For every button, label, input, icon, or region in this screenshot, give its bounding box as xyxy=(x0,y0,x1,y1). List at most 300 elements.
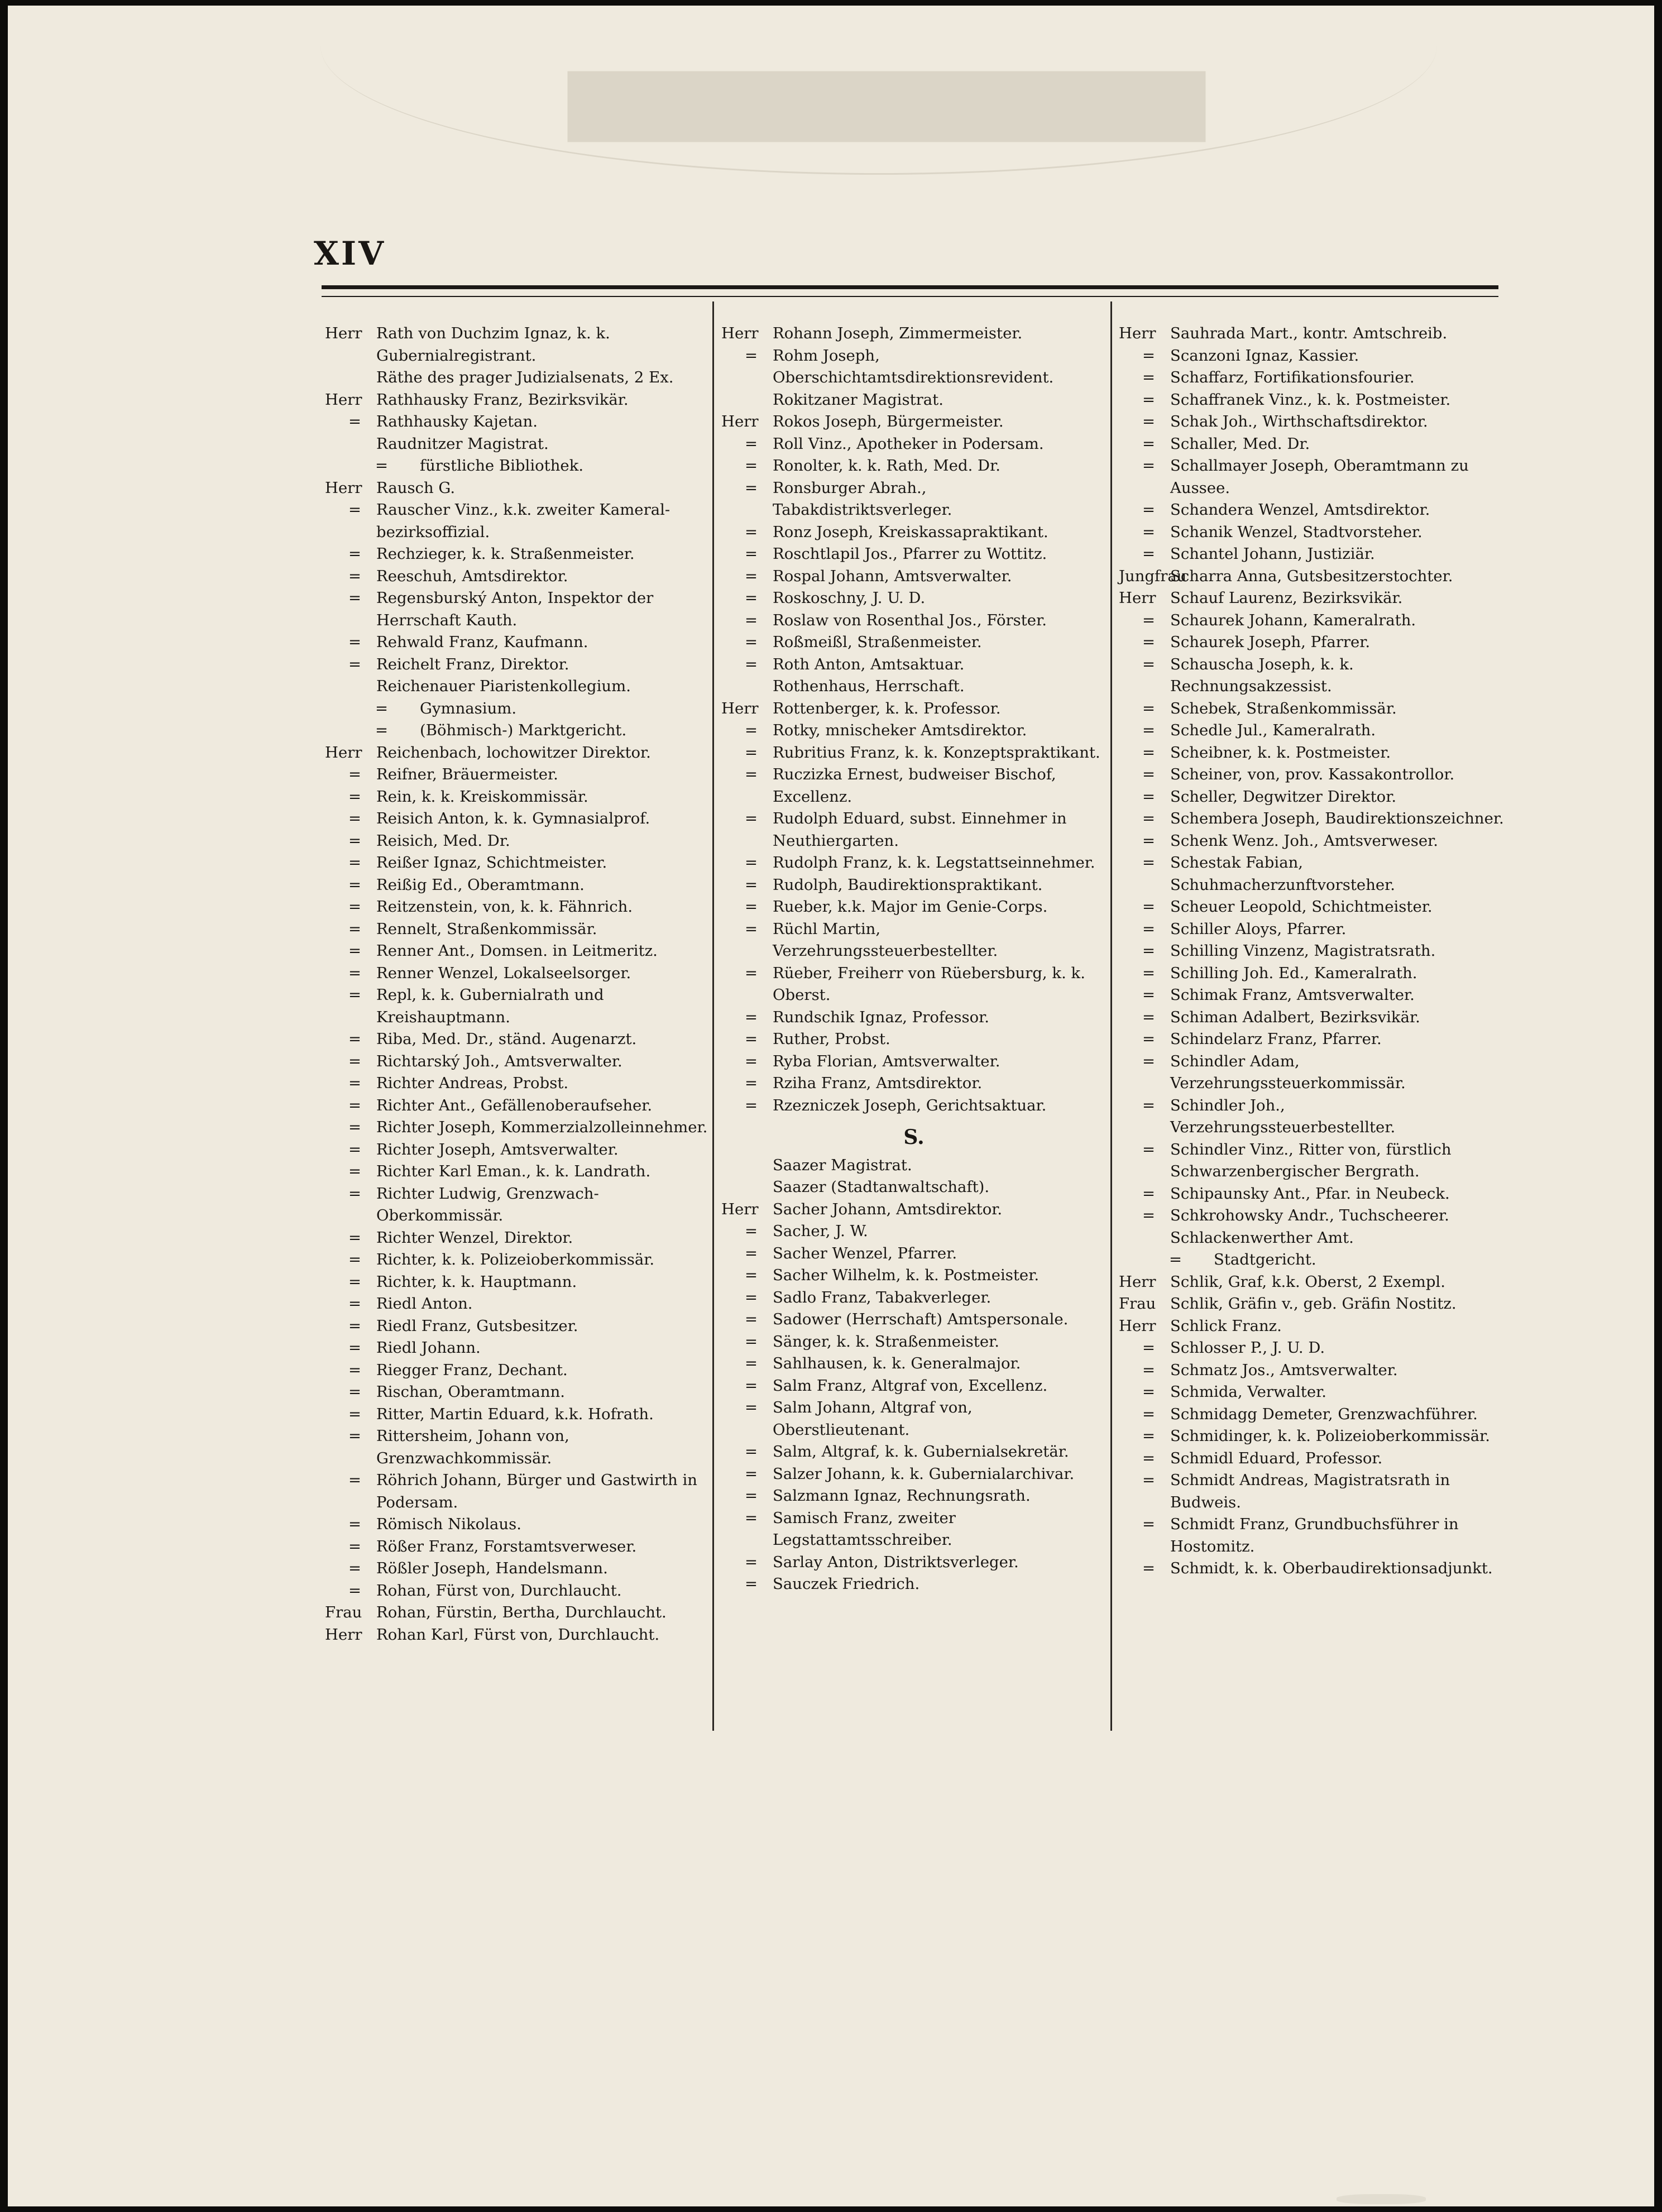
ditto-mark: = xyxy=(348,787,362,806)
entry-text: Roth Anton, Amtsaktuar. xyxy=(773,655,965,673)
entry-text: Scharra Anna, Gutsbesitzerstochter. xyxy=(1170,567,1453,585)
entry-text: Reißer Ignaz, Schichtmeister. xyxy=(376,854,607,872)
ditto-mark: = xyxy=(348,1361,362,1379)
entry-text: Ruther, Probst. xyxy=(773,1030,890,1048)
ditto-mark: = xyxy=(745,611,758,629)
list-item xyxy=(325,940,710,963)
list-item xyxy=(1119,1249,1504,1271)
list-item xyxy=(721,654,1107,676)
list-item xyxy=(1119,1183,1504,1205)
ditto-mark: = xyxy=(745,633,758,651)
list-item xyxy=(325,499,710,543)
list-item xyxy=(721,323,1107,345)
ditto-mark: = xyxy=(745,1310,758,1328)
entry-text: Schestak Fabian, Schuhmacherzunftvorsteher. xyxy=(1170,854,1396,894)
list-item xyxy=(1119,918,1504,941)
entry-text: Scheibner, k. k. Postmeister. xyxy=(1170,743,1391,762)
list-item xyxy=(325,698,710,720)
entry-text: Rathhausky Kajetan. xyxy=(376,413,538,430)
list-item xyxy=(325,1051,710,1073)
entry-text: Richter Andreas, Probst. xyxy=(376,1074,569,1092)
list-item xyxy=(721,698,1107,720)
list-item xyxy=(721,587,1107,610)
entry-text: Schenk Wenz. Joh., Amtsverweser. xyxy=(1170,831,1438,850)
entry-text: Sacher Wilhelm, k. k. Postmeister. xyxy=(773,1266,1040,1284)
ditto-mark: = xyxy=(1142,1449,1156,1467)
ditto-mark: = xyxy=(1142,1427,1156,1445)
ditto-mark: = xyxy=(745,346,758,365)
list-item xyxy=(721,1220,1107,1243)
list-item xyxy=(1119,610,1504,632)
list-item xyxy=(325,543,710,566)
ditto-mark: = xyxy=(1142,346,1156,365)
entry-text: Sadlo Franz, Tabakverleger. xyxy=(773,1288,992,1306)
list-item xyxy=(1119,499,1504,521)
ditto-mark: = xyxy=(348,1096,362,1114)
entry-text: Richter Ant., Gefällenoberaufseher. xyxy=(376,1096,653,1114)
entry-prefix: Herr xyxy=(721,324,759,342)
ditto-mark: = xyxy=(348,413,362,430)
list-item xyxy=(1119,1095,1504,1139)
list-item xyxy=(721,1573,1107,1596)
entry-text: Reisich, Med. Dr. xyxy=(376,831,510,850)
entry-text: Ritter, Martin Eduard, k.k. Hofrath. xyxy=(376,1405,654,1423)
list-item xyxy=(325,1315,710,1338)
list-item xyxy=(325,963,710,985)
entry-text: Rubritius Franz, k. k. Konzeptspraktikant. xyxy=(773,743,1100,762)
ditto-mark: = xyxy=(745,1074,758,1092)
entry-text: Rüeber, Freiherr von Rüebersburg, k. k. Oberst. xyxy=(773,964,1085,1004)
list-item xyxy=(1119,720,1504,742)
ditto-mark: = xyxy=(745,964,758,982)
ditto-mark: = xyxy=(745,1464,758,1483)
entry-text: Schallmayer Joseph, Oberamtmann zu Aussee. xyxy=(1170,457,1469,497)
entry-prefix: Herr xyxy=(325,743,362,762)
list-item xyxy=(1119,1359,1504,1382)
entry-prefix: Frau xyxy=(325,1603,362,1621)
entry-text: Richtarský Joh., Amtsverwalter. xyxy=(376,1052,622,1070)
list-item xyxy=(1119,1425,1504,1448)
ditto-mark: = xyxy=(348,1140,362,1158)
list-item xyxy=(1119,1514,1504,1558)
column-3 xyxy=(1119,323,1504,1580)
entry-text: Stadtgericht. xyxy=(1214,1251,1316,1268)
list-item xyxy=(721,1463,1107,1486)
ditto-mark: = xyxy=(745,1575,758,1593)
list-item xyxy=(1119,1227,1504,1249)
entry-text: Scanzoni Ignaz, Kassier. xyxy=(1170,346,1359,365)
entry-text: Reichelt Franz, Direktor. xyxy=(376,655,569,673)
entry-text: Ronz Joseph, Kreiskassapraktikant. xyxy=(773,523,1048,541)
ditto-mark: = xyxy=(1142,1405,1156,1423)
list-item xyxy=(721,1353,1107,1375)
ditto-mark: = xyxy=(745,920,758,938)
ditto-mark: = xyxy=(348,545,362,563)
entry-text: Rennelt, Straßenkommissär. xyxy=(376,920,597,938)
list-item xyxy=(721,477,1107,521)
entry-text: Sacher Wenzel, Pfarrer. xyxy=(773,1244,957,1262)
entry-text: Schaller, Med. Dr. xyxy=(1170,434,1310,453)
entry-text: Schindler Vinz., Ritter von, fürstlich Schwarzenbergischer Bergrath. xyxy=(1170,1140,1452,1180)
entry-prefix: Frau xyxy=(1119,1295,1156,1313)
list-item xyxy=(721,345,1107,389)
ditto-mark: = xyxy=(745,1443,758,1461)
ditto-mark: = xyxy=(348,501,362,519)
entry-text: Schmidinger, k. k. Polizeioberkommissär. xyxy=(1170,1427,1491,1445)
list-item xyxy=(325,1580,710,1602)
list-item xyxy=(721,1051,1107,1073)
entry-text: Rudolph Eduard, subst. Einnehmer in Neuthiergarten. xyxy=(773,810,1067,850)
list-item xyxy=(721,1176,1107,1199)
ditto-mark: = xyxy=(745,810,758,827)
list-item xyxy=(1119,654,1504,698)
ditto-mark: = xyxy=(745,1376,758,1395)
ditto-mark: = xyxy=(745,854,758,872)
entry-prefix: Herr xyxy=(1119,1272,1156,1291)
entry-text: Regensburský Anton, Inspektor der Herrschaft Kauth. xyxy=(376,589,654,629)
list-item xyxy=(1119,896,1504,918)
entry-text: Schiller Aloys, Pfarrer. xyxy=(1170,920,1347,938)
list-item xyxy=(325,1624,710,1646)
entry-text: Schaffarz, Fortifikationsfourier. xyxy=(1170,368,1415,386)
ditto-mark: = xyxy=(348,1537,362,1555)
entry-text: fürstliche Bibliothek. xyxy=(420,457,584,475)
list-item xyxy=(325,477,710,500)
entry-text: Schembera Joseph, Baudirektionszeichner. xyxy=(1170,810,1504,827)
ditto-mark: = xyxy=(745,1266,758,1284)
list-item xyxy=(325,1227,710,1249)
list-item xyxy=(325,1514,710,1536)
entry-text: Richter Wenzel, Direktor. xyxy=(376,1228,573,1247)
ditto-mark: = xyxy=(348,1184,362,1203)
entry-text: Rath von Duchzim Ignaz, k. k. Gubernialregistrant. xyxy=(376,324,610,365)
list-item xyxy=(325,631,710,654)
entry-text: Rehwald Franz, Kaufmann. xyxy=(376,633,588,651)
ditto-mark: = xyxy=(745,875,758,894)
ditto-mark: = xyxy=(1142,501,1156,519)
ditto-mark: = xyxy=(1142,368,1156,386)
list-item xyxy=(325,367,710,389)
entry-text: Schantel Johann, Justiziär. xyxy=(1170,545,1375,563)
ditto-mark: = xyxy=(745,523,758,541)
ditto-mark: = xyxy=(745,1222,758,1240)
entry-text: Schimak Franz, Amtsverwalter. xyxy=(1170,986,1415,1004)
ditto-mark: = xyxy=(348,854,362,872)
ditto-mark: = xyxy=(1142,1339,1156,1357)
ditto-mark: = xyxy=(348,986,362,1004)
entry-text: Röhrich Johann, Bürger und Gastwirth in Podersam. xyxy=(376,1471,697,1511)
entry-text: Richter Karl Eman., k. k. Landrath. xyxy=(376,1162,651,1180)
list-item xyxy=(721,963,1107,1007)
list-item xyxy=(1119,1404,1504,1426)
scanned-page xyxy=(8,6,1654,2206)
list-item xyxy=(721,1552,1107,1574)
list-item xyxy=(1119,323,1504,345)
ditto-mark: = xyxy=(375,699,389,717)
list-item xyxy=(325,1558,710,1580)
ditto-mark: = xyxy=(1142,743,1156,762)
entry-text: Rokos Joseph, Bürgermeister. xyxy=(773,413,1004,430)
entry-text: Riedl Johann. xyxy=(376,1339,481,1357)
ditto-mark: = xyxy=(348,1251,362,1268)
list-item xyxy=(721,852,1107,874)
entry-text: Rueber, k.k. Major im Genie-Corps. xyxy=(773,898,1048,916)
entry-text: Salzmann Ignaz, Rechnungsrath. xyxy=(773,1487,1031,1505)
list-item xyxy=(325,1425,710,1469)
list-item xyxy=(325,1602,710,1624)
entry-text: Schmida, Verwalter. xyxy=(1170,1383,1326,1401)
list-item xyxy=(1119,411,1504,433)
list-item xyxy=(325,1381,710,1404)
entry-text: Ruczizka Ernest, budweiser Bischof, Excellenz. xyxy=(773,765,1056,806)
entry-text: Schmidl Eduard, Professor. xyxy=(1170,1449,1383,1467)
ditto-mark: = xyxy=(1142,1052,1156,1070)
entry-text: Schindler Joh., Verzehrungssteuerbestellter. xyxy=(1170,1096,1396,1136)
entry-text: Schauscha Joseph, k. k. Rechnungsakzessist. xyxy=(1170,655,1354,695)
ditto-mark: = xyxy=(745,434,758,453)
list-item xyxy=(325,830,710,853)
entry-text: Ryba Florian, Amtsverwalter. xyxy=(773,1052,1000,1070)
list-item xyxy=(721,1095,1107,1117)
list-item xyxy=(325,852,710,874)
list-item xyxy=(325,1117,710,1139)
ditto-mark: = xyxy=(745,457,758,475)
entry-text: Schaurek Joseph, Pfarrer. xyxy=(1170,633,1371,651)
entry-text: Schedle Jul., Kameralrath. xyxy=(1170,721,1376,739)
ditto-mark: = xyxy=(1142,810,1156,827)
ditto-mark: = xyxy=(745,567,758,585)
entry-text: Ronsburger Abrah., Tabakdistriktsverleger. xyxy=(773,478,952,519)
entry-text: Scheller, Degwitzer Direktor. xyxy=(1170,787,1397,806)
ditto-mark: = xyxy=(348,1316,362,1335)
ditto-mark: = xyxy=(745,655,758,673)
list-item xyxy=(325,1073,710,1095)
list-item xyxy=(721,1441,1107,1463)
list-item xyxy=(325,566,710,588)
entry-text: Rohann Joseph, Zimmermeister. xyxy=(773,324,1023,342)
list-item xyxy=(325,1095,710,1117)
ditto-mark: = xyxy=(745,1332,758,1351)
ditto-mark: = xyxy=(348,1339,362,1357)
ditto-mark: = xyxy=(348,1515,362,1533)
ditto-mark: = xyxy=(1142,1471,1156,1489)
entry-text: Schmidt, k. k. Oberbaudirektionsadjunkt. xyxy=(1170,1559,1493,1577)
entry-text: Schaurek Johann, Kameralrath. xyxy=(1170,611,1416,629)
ditto-mark: = xyxy=(745,1030,758,1048)
list-item xyxy=(1119,698,1504,720)
list-item xyxy=(721,742,1107,764)
entry-text: Sacher Johann, Amtsdirektor. xyxy=(773,1200,1003,1218)
ditto-mark: = xyxy=(745,1288,758,1306)
ditto-mark: = xyxy=(745,1008,758,1026)
ditto-mark: = xyxy=(745,743,758,762)
ditto-mark: = xyxy=(1142,434,1156,453)
entry-prefix: Herr xyxy=(721,413,759,430)
ditto-mark: = xyxy=(1142,611,1156,629)
ditto-mark: = xyxy=(348,1272,362,1291)
ditto-mark: = xyxy=(745,545,758,563)
ditto-mark: = xyxy=(1169,1251,1182,1268)
entry-text: Riedl Anton. xyxy=(376,1295,473,1313)
ditto-mark: = xyxy=(348,567,362,585)
list-item xyxy=(721,389,1107,411)
entry-text: Renner Wenzel, Lokalseelsorger. xyxy=(376,964,631,982)
list-item xyxy=(721,455,1107,477)
ditto-mark: = xyxy=(1142,457,1156,475)
list-item xyxy=(1119,345,1504,367)
entry-text: Schlik, Graf, k.k. Oberst, 2 Exempl. xyxy=(1170,1272,1445,1291)
list-item xyxy=(1119,433,1504,456)
list-item xyxy=(1119,786,1504,808)
entry-text: Reifner, Bräuermeister. xyxy=(376,765,558,783)
ditto-mark: = xyxy=(1142,1206,1156,1224)
list-item xyxy=(721,1243,1107,1265)
list-item xyxy=(721,1287,1107,1309)
ditto-mark: = xyxy=(1142,920,1156,938)
list-item xyxy=(325,874,710,897)
entry-prefix: Herr xyxy=(325,1625,362,1644)
entry-text: Rziha Franz, Amtsdirektor. xyxy=(773,1074,983,1092)
entry-text: Rechzieger, k. k. Straßenmeister. xyxy=(376,545,635,563)
entry-text: Saazer (Stadtanwaltschaft). xyxy=(773,1178,990,1196)
entry-text: Saazer Magistrat. xyxy=(773,1156,912,1174)
ditto-mark: = xyxy=(348,1162,362,1180)
ditto-mark: = xyxy=(745,1509,758,1527)
entry-text: Rohm Joseph, Oberschichtamtsdirektionsrevident. xyxy=(773,346,1054,386)
entry-text: Rzezniczek Joseph, Gerichtsaktuar. xyxy=(773,1096,1047,1114)
ditto-mark: = xyxy=(1142,655,1156,673)
entry-text: Rudolph, Baudirektionspraktikant. xyxy=(773,875,1043,894)
entry-text: Renner Ant., Domsen. in Leitmeritz. xyxy=(376,942,658,960)
entry-text: Repl, k. k. Gubernialrath und Kreishauptmann. xyxy=(376,986,604,1026)
list-item xyxy=(1119,1469,1504,1514)
page-number: XIV xyxy=(314,234,386,272)
ditto-mark: = xyxy=(1142,390,1156,409)
list-item xyxy=(325,433,710,456)
entry-text: Schilling Vinzenz, Magistratsrath. xyxy=(1170,942,1436,960)
ditto-mark: = xyxy=(1142,545,1156,563)
list-item xyxy=(1119,367,1504,389)
entry-text: Sacher, J. W. xyxy=(773,1222,868,1240)
entry-text: Rüchl Martin, Verzehrungssteuerbestellter. xyxy=(773,920,998,960)
list-item xyxy=(721,720,1107,742)
list-item xyxy=(721,1199,1107,1221)
list-item xyxy=(1119,1271,1504,1294)
ditto-mark: = xyxy=(348,1405,362,1423)
ditto-mark: = xyxy=(1142,1184,1156,1203)
ditto-mark: = xyxy=(745,898,758,916)
section-heading: S. xyxy=(903,1126,925,1149)
list-item xyxy=(325,918,710,941)
entry-text: Schebek, Straßenkommissär. xyxy=(1170,699,1397,717)
entry-text: Schlosser P., J. U. D. xyxy=(1170,1339,1325,1357)
entry-prefix: Herr xyxy=(721,1200,759,1218)
list-item xyxy=(721,1265,1107,1287)
list-item xyxy=(721,1331,1107,1353)
ditto-mark: = xyxy=(1142,765,1156,783)
ditto-mark: = xyxy=(745,721,758,739)
entry-text: Roßmeißl, Straßenmeister. xyxy=(773,633,982,651)
list-item xyxy=(325,896,710,918)
ditto-mark: = xyxy=(1142,1096,1156,1114)
entry-text: Rausch G. xyxy=(376,478,456,497)
list-item xyxy=(325,1404,710,1426)
ditto-mark: = xyxy=(745,1096,758,1114)
list-item xyxy=(325,1161,710,1183)
entry-text: Schmidt Andreas, Magistratsrath in Budweis. xyxy=(1170,1471,1450,1511)
list-item xyxy=(1119,764,1504,786)
ditto-mark: = xyxy=(1142,898,1156,916)
list-item xyxy=(721,1309,1107,1331)
entry-text: Richter Joseph, Amtsverwalter. xyxy=(376,1140,619,1158)
ditto-mark: = xyxy=(745,478,758,497)
ditto-mark: = xyxy=(1142,1559,1156,1577)
list-item xyxy=(1119,940,1504,963)
list-item xyxy=(1119,808,1504,830)
list-item xyxy=(721,433,1107,456)
ditto-mark: = xyxy=(1142,1361,1156,1379)
ditto-mark: = xyxy=(348,898,362,916)
list-item xyxy=(721,918,1107,963)
list-item xyxy=(325,1183,710,1227)
ditto-mark: = xyxy=(745,1487,758,1505)
entry-text: Reichenauer Piaristenkollegium. xyxy=(376,677,631,695)
list-item xyxy=(325,323,710,367)
ditto-mark: = xyxy=(1142,942,1156,960)
list-item xyxy=(721,764,1107,808)
scan-edge-mark xyxy=(1337,2194,1426,2204)
entry-text: Reitzenstein, von, k. k. Fähnrich. xyxy=(376,898,633,916)
ditto-mark: = xyxy=(745,1244,758,1262)
list-item xyxy=(325,764,710,786)
column-1 xyxy=(325,323,710,1646)
entry-text: Schanik Wenzel, Stadtvorsteher. xyxy=(1170,523,1422,541)
entry-text: Rohan, Fürstin, Bertha, Durchlaucht. xyxy=(376,1603,667,1621)
list-item xyxy=(325,1028,710,1051)
entry-text: Riegger Franz, Dechant. xyxy=(376,1361,568,1379)
ditto-mark: = xyxy=(348,1074,362,1092)
column-2 xyxy=(721,323,1107,1596)
ditto-mark: = xyxy=(348,831,362,850)
entry-text: Rohan, Fürst von, Durchlaucht. xyxy=(376,1581,622,1600)
ditto-mark: = xyxy=(348,1118,362,1136)
entry-text: Römisch Nikolaus. xyxy=(376,1515,521,1533)
entry-prefix: Herr xyxy=(721,699,759,717)
ditto-mark: = xyxy=(375,457,389,475)
list-item xyxy=(721,1028,1107,1051)
entry-text: Schkrohowsky Andr., Tuchscheerer. xyxy=(1170,1206,1449,1224)
ditto-mark: = xyxy=(375,721,389,739)
list-item xyxy=(1119,963,1504,985)
entry-text: Rudolph Franz, k. k. Legstattseinnehmer. xyxy=(773,854,1095,872)
list-item xyxy=(325,808,710,830)
list-item xyxy=(325,411,710,433)
list-item xyxy=(1119,1448,1504,1470)
entry-text: Reeschuh, Amtsdirektor. xyxy=(376,567,568,585)
list-item xyxy=(1119,1007,1504,1029)
entry-text: Schlick Franz. xyxy=(1170,1316,1282,1335)
list-item xyxy=(721,631,1107,654)
column-divider-left xyxy=(712,301,714,1731)
entry-prefix: Herr xyxy=(1119,1316,1156,1335)
list-item xyxy=(325,1139,710,1161)
list-item xyxy=(721,896,1107,918)
entry-text: Sänger, k. k. Straßenmeister. xyxy=(773,1332,999,1351)
ditto-mark: = xyxy=(1142,1383,1156,1401)
entry-text: Schiman Adalbert, Bezirksvikär. xyxy=(1170,1008,1420,1026)
entry-text: Schlik, Gräfin v., geb. Gräfin Nostitz. xyxy=(1170,1295,1457,1313)
list-item xyxy=(325,1536,710,1558)
